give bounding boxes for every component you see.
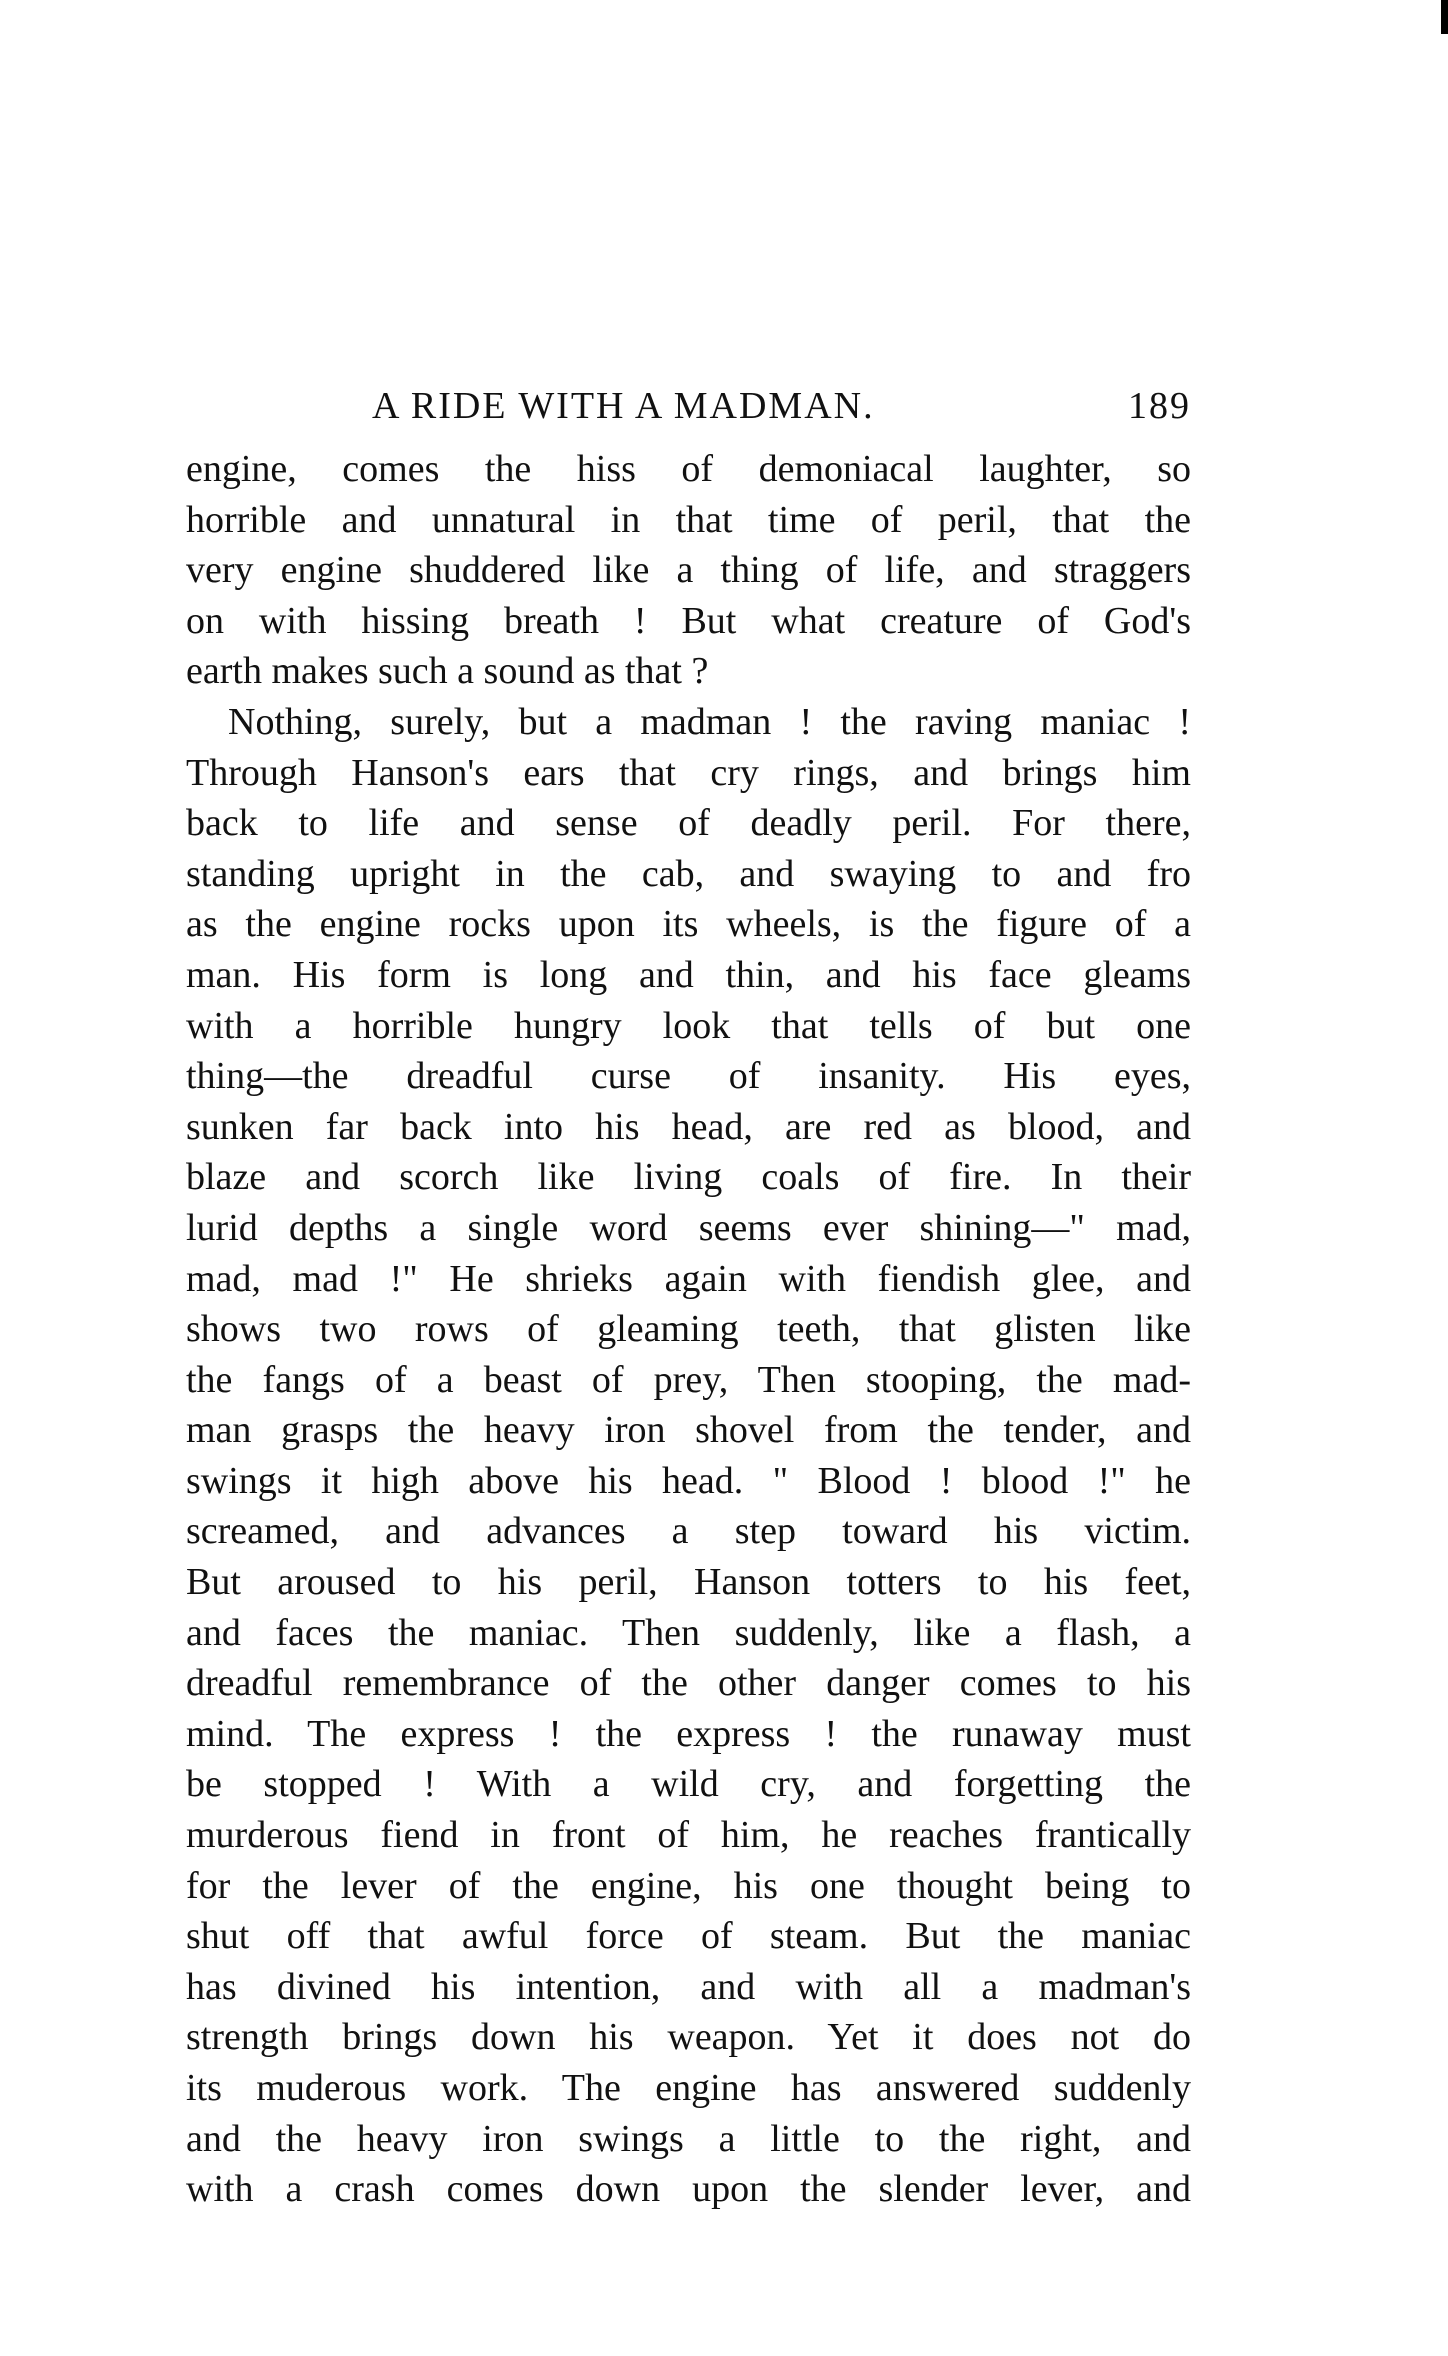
text-line: thing—the dreadful curse of insanity. His eyes,: [186, 1055, 1191, 1098]
text-line: mad, mad !" He shrieks again with fiendish glee, and: [186, 1257, 1191, 1300]
text-line: very engine shuddered like a thing of life, and straggers: [186, 549, 1191, 592]
text-line: engine, comes the hiss of demoniacal laughter, so: [186, 448, 1191, 490]
running-head: [186, 372, 1191, 432]
text-line: lurid depths a single word seems ever shining—" mad,: [186, 1206, 1191, 1249]
book-page: [186, 372, 1191, 2215]
text-line: and faces the maniac. Then suddenly, like a flash, a: [186, 1611, 1191, 1654]
text-line: with a horrible hungry look that tells of but one: [186, 1004, 1191, 1047]
text-line: man grasps the heavy iron shovel from the tender, and: [186, 1409, 1191, 1452]
text-line: and the heavy iron swings a little to the right, and: [186, 2117, 1191, 2160]
text-line: earth makes such a sound as that ?: [186, 650, 709, 693]
text-line: has divined his intention, and with all a madman's: [186, 1965, 1191, 2008]
text-line: man. His form is long and thin, and his face gleams: [186, 953, 1191, 996]
text-line: its muderous work. The engine has answered suddenly: [186, 2067, 1191, 2109]
text-line: screamed, and advances a step toward his victim.: [186, 1510, 1191, 1553]
text-line: Through Hanson's ears that cry rings, and brings him: [186, 751, 1191, 794]
text-line: standing upright in the cab, and swaying to and fro: [186, 852, 1191, 895]
text-line: shows two rows of gleaming teeth, that glisten like: [186, 1308, 1191, 1351]
text-line: horrible and unnatural in that time of peril, that the: [186, 498, 1191, 541]
text-line: sunken far back into his head, are red as blood, and: [186, 1105, 1191, 1148]
page-number: 189: [1128, 385, 1191, 427]
text-line: But aroused to his peril, Hanson totters to his feet,: [186, 1561, 1191, 1604]
text-line: blaze and scorch like living coals of fire. In their: [186, 1156, 1191, 1199]
text-line: the fangs of a beast of prey, Then stooping, the mad-: [186, 1358, 1191, 1401]
text-line: be stopped ! With a wild cry, and forgetting the: [186, 1763, 1191, 1806]
text-line: dreadful remembrance of the other danger comes to his: [186, 1662, 1191, 1705]
text-line: swings it high above his head. " Blood ! blood !" he: [186, 1459, 1191, 1502]
text-line: on with hissing breath ! But what creature of God's: [186, 599, 1191, 642]
text-line: with a crash comes down upon the slender lever, and: [186, 2168, 1191, 2211]
text-line: strength brings down his weapon. Yet it does not do: [186, 2016, 1191, 2059]
text-line: mind. The express ! the express ! the runaway must: [186, 1712, 1191, 1755]
scan-edge-mark: [1441, 0, 1448, 34]
paragraph-start-line: Nothing, surely, but a madman ! the raving maniac !: [228, 700, 1191, 743]
body-text: [186, 444, 1191, 2215]
text-line: shut off that awful force of steam. But the maniac: [186, 1915, 1191, 1958]
text-line: for the lever of the engine, his one thought being to: [186, 1864, 1191, 1907]
text-line: back to life and sense of deadly peril. For there,: [186, 802, 1191, 845]
chapter-title: A RIDE WITH A MADMAN.: [372, 385, 875, 427]
text-line: as the engine rocks upon its wheels, is the figure of a: [186, 903, 1191, 946]
text-line: murderous fiend in front of him, he reaches frantically: [186, 1814, 1191, 1857]
